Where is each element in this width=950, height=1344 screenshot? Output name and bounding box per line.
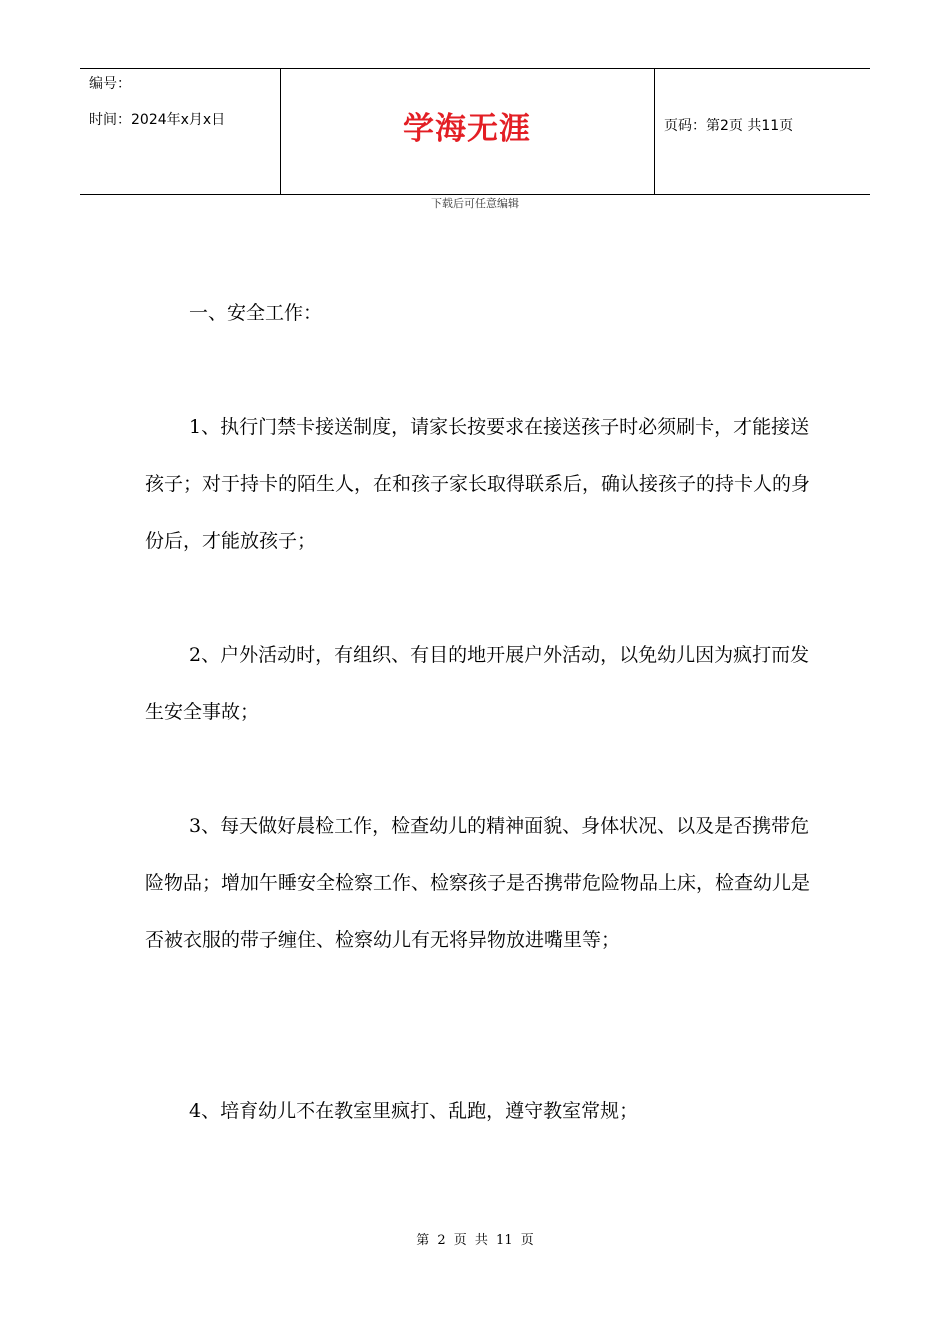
paragraph-text: 2、户外活动时，有组织、有目的地开展户外活动，以免幼儿因为疯打而发生安全事故； <box>145 644 810 723</box>
paragraph-item-4 <box>145 1083 825 1140</box>
brand-title: 学海无涯 <box>403 111 531 147</box>
document-header-table <box>80 68 870 195</box>
header-page-info: 页码：第2页 共11页 <box>664 118 794 134</box>
section-heading-text: 一、安全工作： <box>189 302 323 324</box>
paragraph-item-1 <box>145 399 825 570</box>
paragraph-item-3 <box>145 798 825 969</box>
time-label: 时间：2024年x月x日 <box>89 112 226 128</box>
section-heading <box>145 285 825 342</box>
page-footer: 第 2 页 共 11 页 <box>416 1233 534 1248</box>
serial-number-label: 编号： <box>89 76 131 92</box>
edit-note: 下载后可任意编辑 <box>431 197 519 210</box>
paragraph-item-2 <box>145 627 825 741</box>
paragraph-text: 3、每天做好晨检工作，检查幼儿的精神面貌、身体状况、以及是否携带危险物品；增加午睡安全检察工作、检察孩子是否携带危险物品上床，检查幼儿是否被衣服的带子缠住、检察幼儿有无将异物放进嘴里等； <box>145 815 811 951</box>
paragraph-text: 1、执行门禁卡接送制度，请家长按要求在接送孩子时必须刷卡，才能接送孩子；对于持卡的陌生人，在和孩子家长取得联系后，确认接孩子的持卡人的身份后，才能放孩子； <box>145 416 811 552</box>
paragraph-text: 4、培育幼儿不在教室里疯打、乱跑，遵守教室常规； <box>189 1100 639 1122</box>
header-divider <box>654 69 655 194</box>
